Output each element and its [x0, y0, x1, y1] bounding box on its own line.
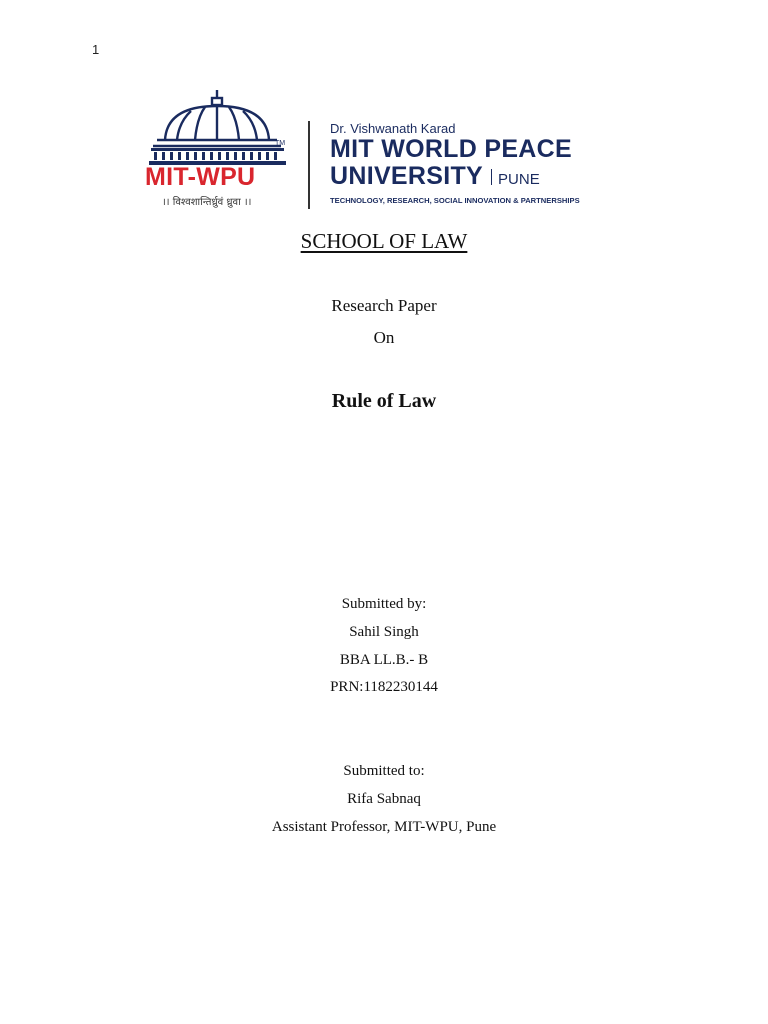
logo-founder: Dr. Vishwanath Karad	[330, 121, 456, 136]
logo-university-line1: MIT WORLD PEACE	[330, 135, 572, 163]
logo-motto: ।। विश्वशान्तिर्ध्रुवं ध्रुवा ।।	[162, 197, 252, 208]
logo-city-separator	[491, 169, 492, 185]
trademark-mark: TM	[275, 140, 286, 147]
submitted-to-label: Submitted to:	[343, 763, 425, 779]
faculty-designation: Assistant Professor, MIT-WPU, Pune	[271, 819, 497, 835]
logo-divider	[308, 121, 310, 209]
faculty-name: Rifa Sabnaq	[347, 791, 421, 807]
submitted-by-label: Submitted by:	[341, 596, 427, 612]
logo-university-row	[330, 163, 640, 193]
page-number: 1	[92, 42, 100, 57]
student-prn: PRN:1182230144	[330, 679, 438, 695]
dome-icon	[145, 88, 290, 168]
document-connector: On	[373, 328, 395, 347]
logo-tagline: TECHNOLOGY, RESEARCH, SOCIAL INNOVATION & PARTNERSHIPS	[330, 196, 580, 205]
student-course: BBA LL.B.- B	[339, 652, 429, 668]
school-heading: SCHOOL OF LAW	[300, 229, 468, 253]
logo-emblem	[140, 88, 295, 213]
logo-university-line2: UNIVERSITY	[330, 162, 484, 190]
document-type: Research Paper	[331, 296, 437, 315]
logo-short-name: MIT-WPU	[145, 163, 256, 191]
logo-wordmark	[330, 121, 640, 205]
logo-city: PUNE	[498, 171, 540, 188]
university-logo	[140, 88, 635, 213]
document-topic: Rule of Law	[331, 390, 437, 412]
student-name: Sahil Singh	[349, 624, 419, 640]
